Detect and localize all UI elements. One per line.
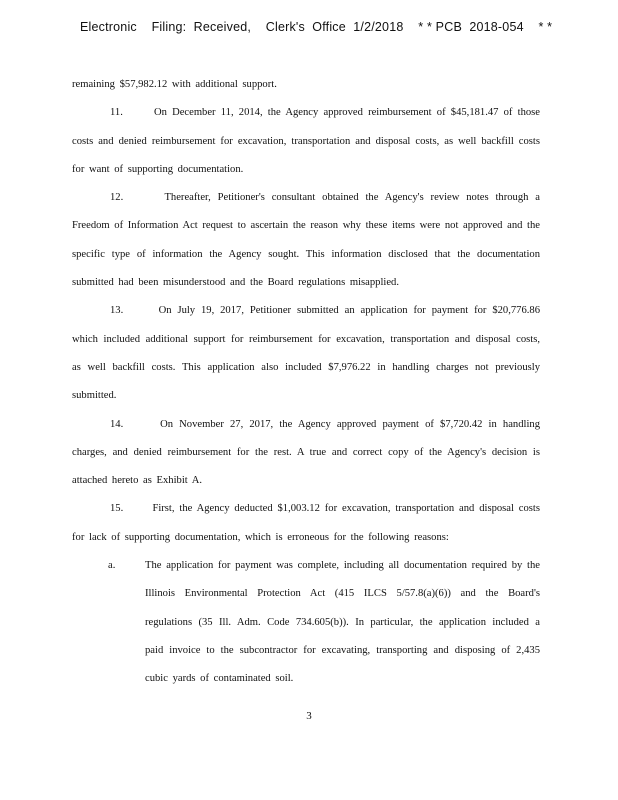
- subitem-text: The application for payment was complete, including all documentation required by the Illinois Environmental Protection Act (415 ILCS 5/57.8(a)(6)) and the Board's regulations (35 Ill. Adm. Code 734.605(b)). In particular, the application included a paid invoice to the subcontractor for excavating, transporting and disposing of 2,435 cubic yards of contaminated soil.: [145, 560, 540, 685]
- paragraph-number: 12.: [110, 192, 124, 204]
- paragraph-number: 14.: [110, 418, 124, 430]
- paragraph-text: On July 19, 2017, Petitioner submitted an application for payment for $20,776.86 which included additional support for reimbursement for excavation, transportation and disposal costs, as well backfill costs. This application also included $7,976.22 in handling charges not previously submitted.: [72, 305, 541, 402]
- paragraph-number: 11.: [110, 107, 123, 119]
- paragraph-text: First, the Agency deducted $1,003.12 for excavation, transportation and disposal costs for lack of supporting documentation, which is erroneous for the following reasons:: [72, 503, 540, 543]
- paragraph-13: [72, 297, 540, 410]
- page-number: 3: [306, 710, 312, 722]
- paragraph-number: 13.: [110, 305, 124, 317]
- subitem-a: [72, 552, 540, 693]
- paragraph-text: On November 27, 2017, the Agency approved payment of $7,720.42 in handling charges, and denied reimbursement for the rest. A true and correct copy of the Agency's decision is attached hereto as Exhibit A.: [72, 418, 540, 487]
- paragraph-15: [72, 495, 540, 552]
- paragraph-11: [72, 99, 540, 184]
- paragraph-12: [72, 184, 540, 297]
- opening-line: remaining $57,982.12 with additional support.: [72, 79, 277, 90]
- paragraph-14: [72, 411, 540, 496]
- paragraph-text: Thereafter, Petitioner's consultant obtained the Agency's review notes through a Freedom of Information Act request to ascertain the reason why these items were not approved and the specific type of information the Agency sought. This information disclosed that the documentation submitted had been misunderstood and the Board regulations misapplied.: [72, 192, 540, 289]
- paragraph-number: 15.: [110, 503, 124, 515]
- paragraph-text: On December 11, 2014, the Agency approved reimbursement of $45,181.47 of those costs and denied reimbursement for excavation, transportation and disposal costs, as well backfill costs for want of supporting documentation.: [72, 107, 541, 175]
- filing-stamp-header: Electronic Filing: Received, Clerk's Office 1/2/2018 * * PCB 2018-054 * *: [80, 20, 553, 34]
- document-body: [72, 71, 540, 694]
- subitem-label: a.: [108, 560, 116, 572]
